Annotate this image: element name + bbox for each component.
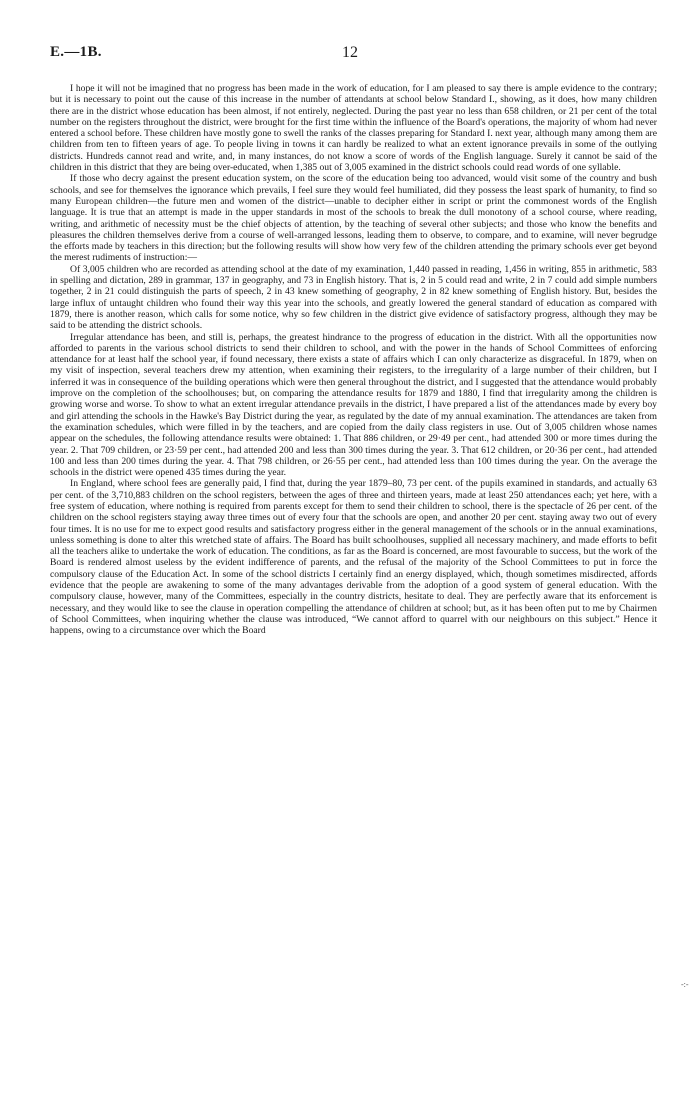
- report-body: [50, 83, 657, 637]
- page-header: [50, 44, 650, 68]
- paragraph-ignorance: If those who decry against the present education system, on the score of the education being too advanced, would visit some of the country and bush schools, and see for themselves the ignorance which prevails, I feel sure they would feel humiliated, did they possess the least spark of humanity, to find so many European children—the future men and women of the district—unable to decipher either in script or print the commonest words of the English language. It is true that an attempt is made in the upper standards in most of the schools to break the dull monotony of a school course, where reading, writing, and arithmetic of necessity must be the chief objects of attention, by the teaching of several other subjects; and those who know the benefits and pleasures the children themselves derive from a course of well-arranged lessons, leading them to observe, to compare, and to examine, will never begrudge the efforts made by teachers in this direction; but the following results will show how very few of the children attending the primary schools ever get beyond the merest rudiments of instruction:—: [50, 173, 657, 264]
- document-reference: E.—1B.: [50, 44, 102, 60]
- paragraph-england-comparison: In England, where school fees are generally paid, I find that, during the year 1879–80, 73 per cent. of the pupils examined in standards, and actually 63 per cent. of the 3,710,883 children on the school registers, between the ages of three and thirteen years, made at least 250 attendances each; yet here, with a free system of education, where nothing is required from parents except for them to send their children to school, there is the spectacle of 26 per cent. of the children on the school registers staying away three times out of every four that the schools are open, and another 20 per cent. staying away two out of every four times. It is no use for me to expect good results and satisfactory progress either in the general management of the schools or in the annual examinations, unless something is done to alter this wretched state of affairs. The Board has built schoolhouses, supplied all necessary machinery, and made efforts to befit all the teachers alike to undertake the work of education. The conditions, as far as the Board is concerned, are most favourable to success, but the work of the Board is rendered almost useless by the evident indifference of parents, and the refusal of the majority of the School Committees to put in force the compulsory clause of the Education Act. In some of the school districts I certainly find an energy displayed, which, though sometimes misdirected, affords evidence that the people are awakening to some of the many advantages derivable from the adoption of a good system of general education. With the compulsory clause, however, many of the Committees, especially in the country districts, hesitate to deal. They are perfectly aware that its enforcement is necessary, and they would like to see the clause in operation compelling the attendance of children at school; but, as it has been often put to me by Chairmen of School Committees, when inquiring whether the clause was introduced, “We cannot afford to quarrel with our neighbours on this subject.” Hence it happens, owing to a circumstance over which the Board: [50, 478, 657, 637]
- paragraph-results: Of 3,005 children who are recorded as attending school at the date of my examination, 1,440 passed in reading, 1,456 in writing, 855 in arithmetic, 583 in spelling and dictation, 289 in grammar, 137 in geography, and 73 in English history. That is, 2 in 5 could read and write, 2 in 7 could add simple numbers together, 2 in 21 could distinguish the parts of speech, 2 in 43 knew something of geography, 2 in 82 knew something of English history. But, besides the large influx of untaught children who found their way this year into the schools, and greatly lowered the general standard of education as compared with 1879, there is another reason, which calls for some notice, why so few children in the district give evidence of satisfactory progress, although they may be said to be attending the district schools.: [50, 263, 657, 332]
- margin-mark: -:-: [681, 980, 689, 989]
- paragraph-progress: I hope it will not be imagined that no progress has been made in the work of education, for I am pleased to say there is ample evidence to the contrary; but it is necessary to point out the cause of this increase in the number of attendants at school below Standard I., showing, as it does, how many children there are in the district whose education has been almost, if not entirely, neglected. During the past year no less than 658 children, or 21 per cent of the total number on the registers throughout the district, were brought for the first time within the influence of the Board's operations, the majority of whom had never entered a school before. These children have mostly gone to swell the ranks of the classes preparing for Standard I. next year, although many among them are children from ten to fifteen years of age. To people living in towns it can hardly be realized to what an extent ignorance prevails in some of the outlying districts. Hundreds cannot read and write, and, in many instances, do not know a score of words of the English language. Surely it cannot be said of the children in this district that they are being over-educated, when 1,385 out of 3,005 examined in the district schools could read words of one syllable.: [50, 83, 657, 174]
- page-number: 12: [342, 44, 358, 61]
- paragraph-irregular-attendance: Irregular attendance has been, and still is, perhaps, the greatest hindrance to the progress of education in the district. With all the opportunities now afforded to parents in the various school districts to send their children to school, and with the power in the hands of School Committees of enforcing attendance for at least half the school year, if found necessary, there exists a state of affairs which I can only characterize as disgraceful. In 1879, when on my visit of inspection, several teachers drew my attention, when examining their registers, to the irregularity of a large number of their children, but I inferred it was in consequence of the building operations which were then general throughout the district, and I suggested that the attendance would probably improve on the completion of the schoolhouses; but, on comparing the attendance results for 1879 and 1880, I find that irregularity among the children is growing worse and worse. To show to what an extent irregular attendance prevails in the district, I have prepared a list of the attendances made by every boy and girl attending the schools in the Hawke's Bay District during the year, as regulated by the date of my annual examination. The attendances are taken from the examination schedules, which were filled in by the teachers, and are copied from the daily class registers in use. Out of 3,005 children whose names appear on the schedules, the following attendance results were obtained: 1. That 886 children, or 29·49 per cent., had attended 300 or more times during the year. 2. That 709 children, or 23·59 per cent., had attended 200 and less than 300 times during the year. 3. That 612 children, or 20·36 per cent., had attended 100 and less than 200 times during the year. 4. That 798 children, or 26·55 per cent., had attended less than 100 times during the year. On the average the schools in the district were opened 435 times during the year.: [50, 331, 657, 479]
